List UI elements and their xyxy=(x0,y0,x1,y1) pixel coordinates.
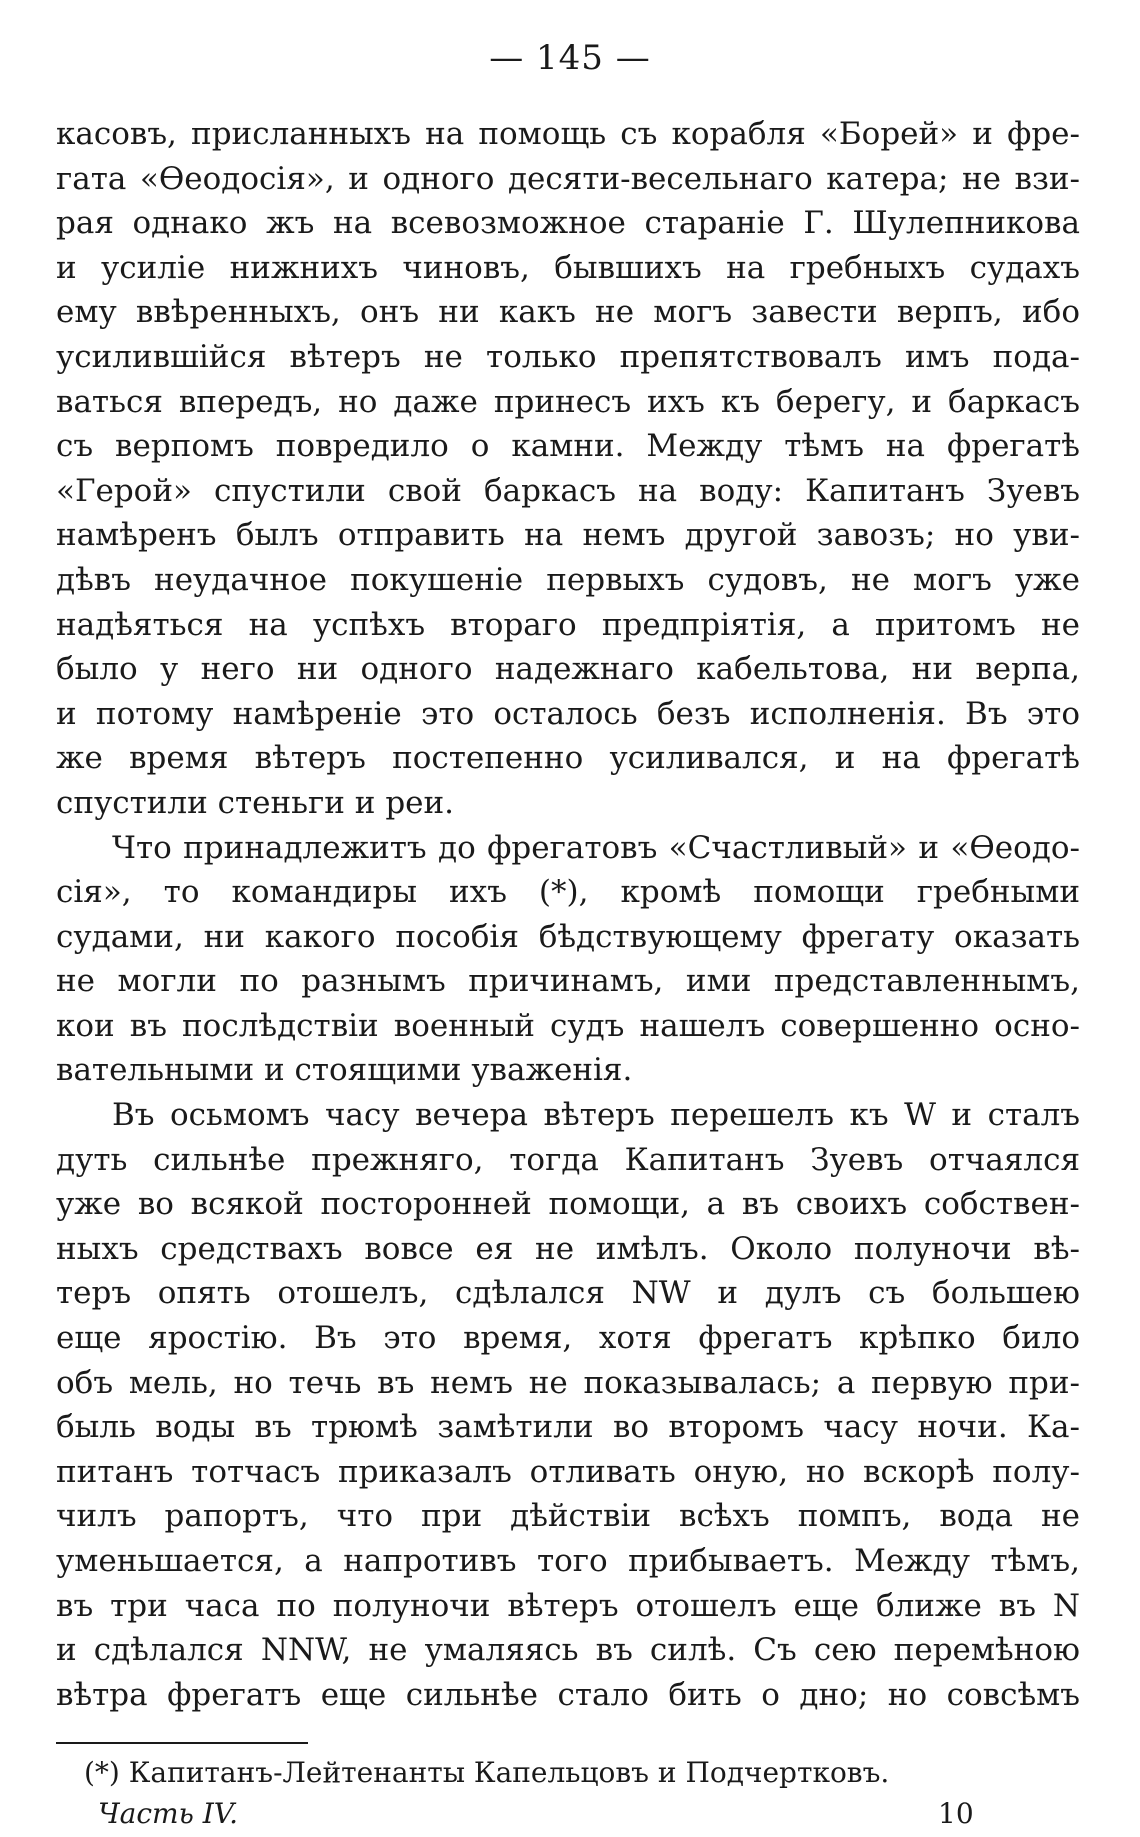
text-line: еще яростію. Въ это время, хотя фрегатъ крѣпко било xyxy=(56,1320,1080,1357)
text-line: ныхъ средствахъ вовсе ея не имѣлъ. Около полуночи вѣ- xyxy=(56,1230,1080,1267)
text-line: быль воды въ трюмѣ замѣтили во второмъ часу ночи. Ка- xyxy=(56,1409,1080,1446)
text-line: ваться впередъ, но даже принесъ ихъ къ берегу, и баркасъ xyxy=(56,383,1080,420)
text-line: Въ осьмомъ часу вечера вѣтеръ перешелъ къ W и сталъ xyxy=(112,1097,1080,1134)
text-line: ему ввѣренныхъ, онъ ни какъ не могъ завести верпъ, ибо xyxy=(56,294,1080,331)
text-line: въ три часа по полуночи вѣтеръ отошелъ еще ближе въ N xyxy=(56,1587,1080,1624)
text-line: рая однако жъ на всевозможное стараніе Г. Шулепникова xyxy=(56,205,1080,242)
text-line: кои въ послѣдствіи военный судъ нашелъ совершенно осно- xyxy=(56,1007,1080,1044)
signature-mark: Часть IV. xyxy=(98,1797,238,1830)
text-line: Что принадлежитъ до фрегатовъ «Счастливый» и «Өеодо- xyxy=(112,829,1080,866)
body-text xyxy=(56,112,1080,1717)
sheet-number: 10 xyxy=(938,1797,974,1830)
text-line: не могли по разнымъ причинамъ, ими представленнымъ, xyxy=(56,963,1080,1000)
text-line: спустили стеньги и реи. xyxy=(56,784,455,821)
text-line: питанъ тотчасъ приказалъ отливать оную, но вскорѣ полу- xyxy=(56,1453,1080,1490)
text-line: надѣяться на успѣхъ втораго предпріятія, а притомъ не xyxy=(56,606,1080,643)
text-line: и сдѣлался NNW, не умаляясь въ силѣ. Съ сею перемѣною xyxy=(56,1632,1080,1669)
text-line: и потому намѣреніе это осталось безъ исполненія. Въ это xyxy=(56,695,1080,732)
text-line: дуть сильнѣе прежняго, тогда Капитанъ Зуевъ отчаялся xyxy=(56,1141,1080,1178)
text-line: дѣвъ неудачное покушеніе первыхъ судовъ, не могъ уже xyxy=(56,561,1080,598)
text-line: теръ опять отошелъ, сдѣлался NW и дулъ съ большею xyxy=(56,1275,1080,1312)
text-line: вательными и стоящими уваженія. xyxy=(56,1052,633,1089)
footnote: (*) Капитанъ-Лейтенанты Капельцовъ и Подчертковъ. xyxy=(84,1756,890,1789)
text-line: было у него ни одного надежнаго кабельтова, ни верпа, xyxy=(56,651,1080,688)
text-line: гата «Өеодосія», и одного десяти-весельнаго катера; не взи- xyxy=(56,160,1080,197)
footnote-divider xyxy=(56,1742,308,1744)
text-line: судами, ни какого пособія бѣдствующему фрегату оказать xyxy=(56,918,1080,955)
text-line: сія», то командиры ихъ (*), кромѣ помощи гребными xyxy=(56,874,1080,911)
text-line: чилъ рапортъ, что при дѣйствіи всѣхъ помпъ, вода не xyxy=(56,1498,1080,1535)
text-line: вѣтра фрегатъ еще сильнѣе стало бить о дно; но совсѣмъ xyxy=(56,1676,1080,1713)
page-number: — 145 — xyxy=(489,38,651,78)
text-line: усилившійся вѣтеръ не только препятствовалъ имъ пода- xyxy=(56,338,1080,375)
text-line: уменьшается, а напротивъ того прибываетъ. Между тѣмъ, xyxy=(56,1543,1080,1579)
text-line: касовъ, присланныхъ на помощь съ корабля «Борей» и фре- xyxy=(56,116,1080,152)
text-line: же время вѣтеръ постепенно усиливался, и на фрегатѣ xyxy=(56,740,1080,777)
text-line: съ верпомъ повредило о камни. Между тѣмъ на фрегатѣ xyxy=(56,428,1080,465)
text-line: и усиліе нижнихъ чиновъ, бывшихъ на гребныхъ судахъ xyxy=(56,249,1080,286)
text-line: намѣренъ былъ отправить на немъ другой завозъ; но уви- xyxy=(56,517,1080,554)
text-line: «Герой» спустили свой баркасъ на воду: Капитанъ Зуевъ xyxy=(56,472,1080,509)
text-line: объ мель, но течь въ немъ не показывалась; а первую при- xyxy=(56,1364,1080,1401)
text-line: уже во всякой посторонней помощи, а въ своихъ собствен- xyxy=(56,1186,1080,1223)
